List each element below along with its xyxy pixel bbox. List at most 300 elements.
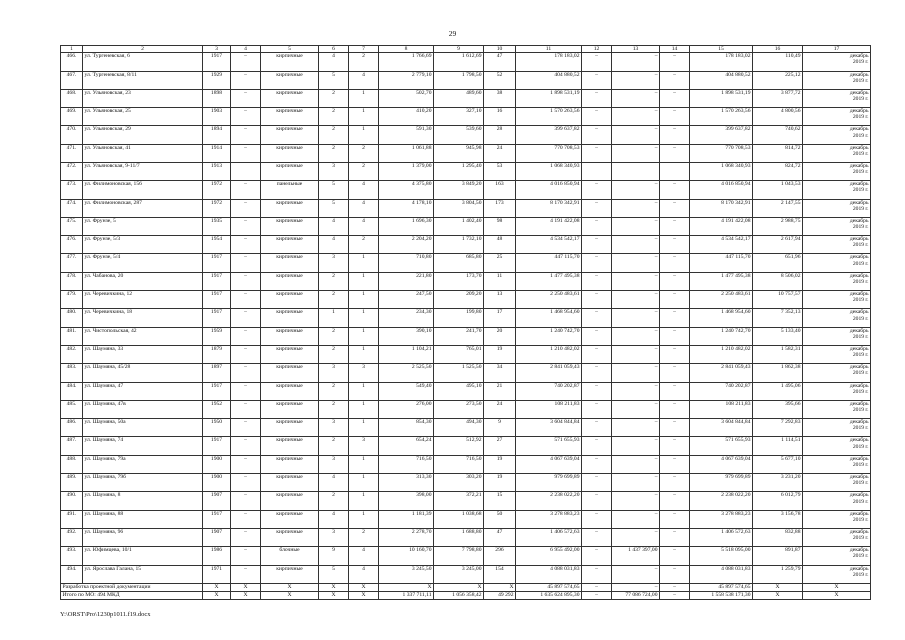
table-row (61, 126, 871, 144)
total-area-cell: 716,50 (379, 455, 434, 473)
table-row (61, 89, 871, 107)
col-12-cell: – (582, 528, 612, 546)
completion-period-cell (803, 528, 871, 546)
specific-cost-cell: 5 677,10 (753, 455, 803, 473)
col-14-cell: – (660, 565, 690, 583)
table-row (61, 400, 871, 418)
specific-cost-cell: 8 506,02 (753, 272, 803, 290)
entrances-cell: 2 (349, 528, 379, 546)
col-13-cell: – (612, 364, 660, 382)
column-number-cell: 11 (516, 46, 582, 53)
work-cost-cell: 1 406 572,63 (516, 528, 582, 546)
completion-year: 2019 г. (852, 425, 869, 432)
total-area-cell: 710,80 (379, 254, 434, 272)
work-cost-cell: 178 183,02 (516, 53, 582, 71)
specific-cost-cell: 891,87 (753, 547, 803, 565)
wall-material-cell: кирпичные (261, 327, 319, 345)
col-4-cell: – (231, 419, 261, 437)
address-cell: ул. Ульяновская, 9-11/7 (83, 162, 203, 180)
residents-cell: 52 (484, 71, 516, 89)
col-12-cell: – (582, 364, 612, 382)
completion-period-cell (803, 144, 871, 162)
specific-cost-cell: 1 495,06 (753, 382, 803, 400)
wall-material-cell: кирпичные (261, 474, 319, 492)
completion-year: 2019 г. (852, 242, 869, 249)
col-12-cell: – (582, 71, 612, 89)
col-12-cell: – (582, 272, 612, 290)
total-area-cell: 1 181,39 (379, 510, 434, 528)
col-13-cell: – (612, 528, 660, 546)
work-cost-cell: 399 637,82 (516, 126, 582, 144)
row-number-cell: 487. (61, 437, 83, 455)
row-number-cell: 489. (61, 474, 83, 492)
total-cost-cell: 447 115,70 (690, 254, 753, 272)
footer-spec-cell: X (753, 591, 803, 599)
col-14-cell: – (660, 492, 690, 510)
residents-cell: 13 (484, 291, 516, 309)
col-13-cell: – (612, 400, 660, 418)
col-12-cell: – (582, 455, 612, 473)
living-area-cell: 1 525,50 (434, 364, 484, 382)
floors-cell: 2 (319, 345, 349, 363)
living-area-cell: 1 038,68 (434, 510, 484, 528)
entrances-cell: 1 (349, 400, 379, 418)
residents-cell: 296 (484, 547, 516, 565)
specific-cost-cell: 3 231,20 (753, 474, 803, 492)
residents-cell: 27 (484, 437, 516, 455)
specific-cost-cell: 395,66 (753, 400, 803, 418)
row-number-cell: 474. (61, 199, 83, 217)
total-cost-cell: 740 202,87 (690, 382, 753, 400)
table-row (61, 437, 871, 455)
col-12-cell: – (582, 400, 612, 418)
col-12-cell: – (582, 474, 612, 492)
completion-period-cell (803, 547, 871, 565)
residents-cell: 19 (484, 474, 516, 492)
total-cost-cell: 108 211,83 (690, 400, 753, 418)
work-cost-cell: 770 708,53 (516, 144, 582, 162)
completion-month: декабрь (849, 474, 869, 481)
col-12-cell: – (582, 565, 612, 583)
entrances-cell: 4 (349, 71, 379, 89)
table-row (61, 309, 871, 327)
wall-material-cell: кирпичные (261, 565, 319, 583)
floors-cell: 5 (319, 181, 349, 199)
total-area-cell: 2 204,20 (379, 236, 434, 254)
completion-month: декабрь (849, 419, 869, 426)
floors-cell: 4 (319, 217, 349, 235)
column-number-cell: 7 (349, 46, 379, 53)
wall-material-cell: кирпичные (261, 89, 319, 107)
col-12-cell: – (582, 108, 612, 126)
total-cost-cell: 1 406 572,63 (690, 528, 753, 546)
completion-year: 2019 г. (852, 553, 869, 560)
footer-fl-cell: X (319, 583, 349, 591)
residents-cell: 24 (484, 144, 516, 162)
floors-cell: 2 (319, 437, 349, 455)
entrances-cell: 4 (349, 199, 379, 217)
col-14-cell: – (660, 364, 690, 382)
column-number-row (61, 46, 871, 53)
entrances-cell: 1 (349, 254, 379, 272)
residents-cell: 9 (484, 419, 516, 437)
table-row (61, 492, 871, 510)
completion-month: декабрь (849, 162, 869, 169)
col-12-cell: – (582, 309, 612, 327)
completion-period-cell (803, 345, 871, 363)
address-cell: ул. Юфимцева, 10/1 (83, 547, 203, 565)
specific-cost-cell: 7 292,83 (753, 419, 803, 437)
column-number-cell: 15 (690, 46, 753, 53)
completion-year: 2019 г. (852, 260, 869, 267)
specific-cost-cell: 1 043,53 (753, 181, 803, 199)
living-area-cell: 273,50 (434, 400, 484, 418)
col-14-cell: – (660, 547, 690, 565)
table-row (61, 382, 871, 400)
total-cost-cell: 1 898 531,19 (690, 89, 753, 107)
col-14-cell: – (660, 291, 690, 309)
wall-material-cell: кирпичные (261, 236, 319, 254)
living-area-cell: 3 849,20 (434, 181, 484, 199)
work-cost-cell: 979 699,89 (516, 474, 582, 492)
row-number-cell: 475. (61, 217, 83, 235)
residents-cell: 20 (484, 327, 516, 345)
col-14-cell: – (660, 419, 690, 437)
footer-fl-cell: X (319, 591, 349, 599)
row-number-cell: 479. (61, 291, 83, 309)
living-area-cell: 3 804,50 (434, 199, 484, 217)
row-number-cell: 491. (61, 510, 83, 528)
completion-year: 2019 г. (852, 535, 869, 542)
living-area-cell: 494,30 (434, 419, 484, 437)
col-14-cell: – (660, 53, 690, 71)
col-12-cell: – (582, 382, 612, 400)
footer-wall-cell: X (261, 591, 319, 599)
completion-month: декабрь (849, 528, 869, 535)
total-cost-cell: 979 699,89 (690, 474, 753, 492)
completion-month: декабрь (849, 455, 869, 462)
entrances-cell: 4 (349, 565, 379, 583)
col-4-cell: – (231, 474, 261, 492)
completion-year: 2019 г. (852, 461, 869, 468)
footer-year-cell: X (203, 583, 231, 591)
col-4-cell: – (231, 565, 261, 583)
row-number-cell: 484. (61, 382, 83, 400)
completion-year: 2019 г. (852, 132, 869, 139)
total-cost-cell: 2 250 483,61 (690, 291, 753, 309)
address-cell: ул. Фрунзе, 5 (83, 217, 203, 235)
row-number-cell: 478. (61, 272, 83, 290)
total-cost-cell: 1 477 495,38 (690, 272, 753, 290)
living-area-cell: 173,70 (434, 272, 484, 290)
col-12-cell: – (582, 126, 612, 144)
floors-cell: 3 (319, 528, 349, 546)
floors-cell: 1 (319, 309, 349, 327)
work-cost-cell: 404 880,52 (516, 71, 582, 89)
footer-spec-cell: X (753, 583, 803, 591)
footer-res-cell: X (484, 583, 516, 591)
entrances-cell: 1 (349, 89, 379, 107)
col-4-cell: – (231, 364, 261, 382)
specific-cost-cell: 1 582,31 (753, 345, 803, 363)
col-12-cell: – (582, 510, 612, 528)
completion-month: декабрь (849, 492, 869, 499)
table-row (61, 272, 871, 290)
col-14-cell: – (660, 437, 690, 455)
footer-total-cell: 1 558 538 171,30 (690, 591, 753, 599)
table-row (61, 254, 871, 272)
row-number-cell: 476. (61, 236, 83, 254)
residents-cell: 25 (484, 254, 516, 272)
completion-period-cell (803, 455, 871, 473)
specific-cost-cell: 3 156,78 (753, 510, 803, 528)
build-year-cell: 1900 (203, 455, 231, 473)
residents-cell: 47 (484, 53, 516, 71)
living-area-cell: 489,60 (434, 89, 484, 107)
completion-year: 2019 г. (852, 498, 869, 505)
col-4-cell: – (231, 199, 261, 217)
total-cost-cell: 770 708,53 (690, 144, 753, 162)
col-12-cell (582, 162, 612, 180)
col-4-cell: – (231, 382, 261, 400)
col-14-cell: – (660, 327, 690, 345)
living-area-cell: 685,80 (434, 254, 484, 272)
specific-cost-cell: 2 617,94 (753, 236, 803, 254)
specific-cost-cell: 832,88 (753, 528, 803, 546)
address-cell: ул. Тургеневская, 8/11 (83, 71, 203, 89)
total-area-cell: 234,30 (379, 309, 434, 327)
table-row (61, 510, 871, 528)
specific-cost-cell: 1 862,38 (753, 364, 803, 382)
row-number-cell: 493. (61, 547, 83, 565)
wall-material-cell: кирпичные (261, 71, 319, 89)
col-13-cell (612, 162, 660, 180)
col-13-cell: – (612, 419, 660, 437)
work-cost-cell: 4 534 542,17 (516, 236, 582, 254)
footer-period-cell: X (803, 583, 871, 591)
work-cost-cell: 1 210 482,02 (516, 345, 582, 363)
floors-cell: 2 (319, 382, 349, 400)
total-area-cell: 4 375,80 (379, 181, 434, 199)
completion-month: декабрь (849, 291, 869, 298)
wall-material-cell: кирпичные (261, 272, 319, 290)
wall-material-cell: кирпичные (261, 419, 319, 437)
wall-material-cell: кирпичные (261, 144, 319, 162)
table-row (61, 162, 871, 180)
col-4-cell: – (231, 53, 261, 71)
total-cost-cell: 2 238 022,20 (690, 492, 753, 510)
entrances-cell: 1 (349, 510, 379, 528)
completion-year: 2019 г. (852, 480, 869, 487)
address-cell: ул. Шаумяна, 96 (83, 528, 203, 546)
col-12-cell: – (582, 236, 612, 254)
col-13-cell: – (612, 474, 660, 492)
address-cell: ул. Филимоновская, 156 (83, 181, 203, 199)
total-area-cell: 410,20 (379, 108, 434, 126)
work-cost-cell: 4 067 639,04 (516, 455, 582, 473)
col-13-cell: – (612, 254, 660, 272)
col-14-cell: – (660, 108, 690, 126)
address-cell: ул. Филимоновская, 287 (83, 199, 203, 217)
address-cell: ул. Шаумяна, 79а (83, 455, 203, 473)
footer-total-cell: 45 897 574,65 (690, 583, 753, 591)
completion-period-cell (803, 236, 871, 254)
completion-year: 2019 г. (852, 571, 869, 578)
col-13-cell: – (612, 492, 660, 510)
residents-cell: 48 (484, 236, 516, 254)
table-row (61, 528, 871, 546)
work-cost-cell: 8 170 342,91 (516, 199, 582, 217)
col-12-cell: – (582, 199, 612, 217)
col-13-cell: 1 437 397,00 (612, 547, 660, 565)
col-14-cell: – (660, 181, 690, 199)
address-cell: ул. Фрунзе, 5/4 (83, 254, 203, 272)
col-12-cell: – (582, 437, 612, 455)
residents-cell: 15 (484, 492, 516, 510)
completion-year: 2019 г. (852, 370, 869, 377)
completion-month: декабрь (849, 254, 869, 261)
address-cell: ул. Шаумяна, 47в (83, 400, 203, 418)
completion-month: декабрь (849, 364, 869, 371)
footer-c12-cell: – (582, 583, 612, 591)
footer-label-cell: Итого по МО: 494 МКД (61, 591, 203, 599)
specific-cost-cell: 2 147,55 (753, 199, 803, 217)
completion-period-cell (803, 272, 871, 290)
wall-material-cell: кирпичные (261, 400, 319, 418)
col-13-cell: – (612, 272, 660, 290)
residents-cell: 38 (484, 89, 516, 107)
specific-cost-cell: 1 259,79 (753, 565, 803, 583)
completion-year: 2019 г. (852, 407, 869, 414)
row-number-cell: 471. (61, 144, 83, 162)
floors-cell: 3 (319, 254, 349, 272)
residents-cell: 21 (484, 382, 516, 400)
completion-year: 2019 г. (852, 443, 869, 450)
col-13-cell: – (612, 53, 660, 71)
floors-cell: 2 (319, 327, 349, 345)
table-row (61, 345, 871, 363)
total-area-cell: 2 278,70 (379, 528, 434, 546)
footer-cost-cell: 45 897 574,65 (516, 583, 582, 591)
floors-cell: 3 (319, 419, 349, 437)
completion-year: 2019 г. (852, 96, 869, 102)
table-row (61, 419, 871, 437)
residents-cell: 19 (484, 455, 516, 473)
entrances-cell: 2 (349, 53, 379, 71)
wall-material-cell: кирпичные (261, 126, 319, 144)
table-row (61, 108, 871, 126)
column-number-cell: 9 (434, 46, 484, 53)
address-cell: ул. Шаумяна, 50а (83, 419, 203, 437)
build-year-cell: 1959 (203, 327, 231, 345)
completion-month: декабрь (849, 547, 869, 554)
col-13-cell: – (612, 71, 660, 89)
address-cell: ул. Тургеневская, 6 (83, 53, 203, 71)
total-cost-cell: 404 880,52 (690, 71, 753, 89)
col-13-cell: – (612, 108, 660, 126)
living-area-cell: 539,60 (434, 126, 484, 144)
total-cost-cell: 1 210 482,02 (690, 345, 753, 363)
footer-a2-cell: 1 056 358,42 (434, 591, 484, 599)
buildings-register-table (60, 45, 871, 600)
total-area-cell: 1 696,30 (379, 217, 434, 235)
build-year-cell: 1917 (203, 53, 231, 71)
page-number: 29 (448, 29, 457, 38)
build-year-cell: 1954 (203, 236, 231, 254)
document-file-path: Y:\ORST\Pro\1230p1011.f19.docx (60, 611, 151, 618)
wall-material-cell: кирпичные (261, 199, 319, 217)
work-cost-cell: 447 115,70 (516, 254, 582, 272)
row-number-cell: 473. (61, 181, 83, 199)
entrances-cell: 3 (349, 437, 379, 455)
specific-cost-cell: 225,12 (753, 71, 803, 89)
total-cost-cell: 4 088 031,83 (690, 565, 753, 583)
floors-cell: 2 (319, 492, 349, 510)
completion-period-cell (803, 400, 871, 418)
residents-cell: 154 (484, 565, 516, 583)
col-4-cell: – (231, 71, 261, 89)
address-cell: ул. Чабанова, 20 (83, 272, 203, 290)
completion-year: 2019 г. (852, 205, 869, 212)
entrances-cell: 1 (349, 345, 379, 363)
col-4-cell (231, 162, 261, 180)
total-area-cell: 10 160,70 (379, 547, 434, 565)
footer-c13-cell: 77 086 724,00 (612, 591, 660, 599)
footer-c4-cell: X (231, 591, 261, 599)
address-cell: ул. Шаумяна, 79б (83, 474, 203, 492)
build-year-cell: 1986 (203, 547, 231, 565)
column-number-cell: 10 (484, 46, 516, 53)
completion-year: 2019 г. (852, 114, 869, 121)
total-area-cell: 1 104,21 (379, 345, 434, 363)
col-14-cell: – (660, 455, 690, 473)
build-year-cell: 1917 (203, 272, 231, 290)
specific-cost-cell: 2 988,75 (753, 217, 803, 235)
build-year-cell: 1917 (203, 309, 231, 327)
col-13-cell: – (612, 291, 660, 309)
residents-cell: 53 (484, 162, 516, 180)
col-4-cell: – (231, 181, 261, 199)
completion-month: декабрь (849, 309, 869, 316)
col-14-cell: – (660, 382, 690, 400)
row-number-cell: 480. (61, 309, 83, 327)
row-number-cell: 486. (61, 419, 83, 437)
completion-period-cell (803, 474, 871, 492)
address-cell: ул. Ульяновская, 41 (83, 144, 203, 162)
footer-cost-cell: 1 635 624 895,30 (516, 591, 582, 599)
col-13-cell: – (612, 565, 660, 583)
work-cost-cell: 4 016 850,94 (516, 181, 582, 199)
col-14-cell: – (660, 236, 690, 254)
col-13-cell: – (612, 181, 660, 199)
col-14-cell: – (660, 126, 690, 144)
total-cost-cell: 8 170 342,91 (690, 199, 753, 217)
col-4-cell: – (231, 309, 261, 327)
col-13-cell: – (612, 199, 660, 217)
wall-material-cell: кирпичные (261, 217, 319, 235)
completion-year: 2019 г. (852, 333, 869, 340)
living-area-cell: 209,20 (434, 291, 484, 309)
table-row (61, 291, 871, 309)
build-year-cell: 1900 (203, 474, 231, 492)
row-number-cell: 477. (61, 254, 83, 272)
floors-cell: 2 (319, 108, 349, 126)
col-13-cell: – (612, 236, 660, 254)
build-year-cell: 1897 (203, 364, 231, 382)
completion-year: 2019 г. (852, 388, 869, 395)
wall-material-cell: кирпичные (261, 364, 319, 382)
completion-period-cell (803, 89, 871, 107)
